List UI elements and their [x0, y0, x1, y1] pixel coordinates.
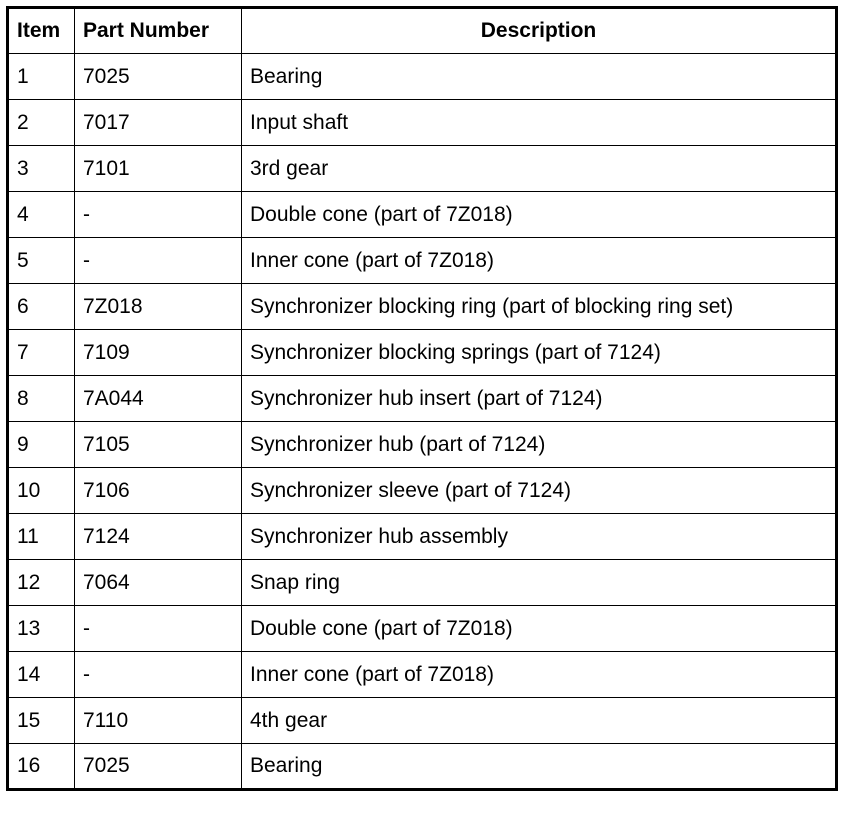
table-row — [8, 514, 837, 560]
description-cell: Inner cone (part of 7Z018) — [242, 652, 837, 698]
part-number-cell: 7017 — [75, 100, 242, 146]
item-cell: 13 — [8, 606, 75, 652]
item-cell: 16 — [8, 744, 75, 790]
item-cell: 5 — [8, 238, 75, 284]
item-cell: 10 — [8, 468, 75, 514]
description-cell: Double cone (part of 7Z018) — [242, 606, 837, 652]
header-part-number: Part Number — [75, 8, 242, 54]
item-cell: 7 — [8, 330, 75, 376]
description-cell: Synchronizer blocking ring (part of blocking ring set) — [242, 284, 837, 330]
header-row — [8, 8, 837, 54]
item-cell: 3 — [8, 146, 75, 192]
item-cell: 4 — [8, 192, 75, 238]
parts-table — [6, 6, 838, 791]
description-cell: Input shaft — [242, 100, 837, 146]
part-number-cell: - — [75, 192, 242, 238]
table-row — [8, 652, 837, 698]
table-row — [8, 284, 837, 330]
description-cell: Bearing — [242, 54, 837, 100]
table-row — [8, 100, 837, 146]
header-description: Description — [242, 8, 837, 54]
description-cell: Double cone (part of 7Z018) — [242, 192, 837, 238]
table-row — [8, 54, 837, 100]
table-row — [8, 330, 837, 376]
table-row — [8, 146, 837, 192]
part-number-cell: - — [75, 652, 242, 698]
table-row — [8, 606, 837, 652]
table-row — [8, 192, 837, 238]
part-number-cell: 7101 — [75, 146, 242, 192]
table-row — [8, 744, 837, 790]
description-cell: Synchronizer hub (part of 7124) — [242, 422, 837, 468]
table-body — [8, 54, 837, 790]
table-row — [8, 422, 837, 468]
item-cell: 1 — [8, 54, 75, 100]
part-number-cell: 7025 — [75, 744, 242, 790]
part-number-cell: 7110 — [75, 698, 242, 744]
description-cell: Synchronizer sleeve (part of 7124) — [242, 468, 837, 514]
description-cell: Inner cone (part of 7Z018) — [242, 238, 837, 284]
description-cell: 4th gear — [242, 698, 837, 744]
description-cell: Synchronizer blocking springs (part of 7124) — [242, 330, 837, 376]
item-cell: 6 — [8, 284, 75, 330]
table-row — [8, 376, 837, 422]
part-number-cell: - — [75, 238, 242, 284]
part-number-cell: 7025 — [75, 54, 242, 100]
item-cell: 2 — [8, 100, 75, 146]
part-number-cell: 7106 — [75, 468, 242, 514]
table-header — [8, 8, 837, 54]
header-item: Item — [8, 8, 75, 54]
part-number-cell: 7064 — [75, 560, 242, 606]
description-cell: 3rd gear — [242, 146, 837, 192]
item-cell: 15 — [8, 698, 75, 744]
item-cell: 9 — [8, 422, 75, 468]
table-row — [8, 238, 837, 284]
item-cell: 11 — [8, 514, 75, 560]
table-row — [8, 468, 837, 514]
item-cell: 8 — [8, 376, 75, 422]
part-number-cell: 7105 — [75, 422, 242, 468]
table-row — [8, 560, 837, 606]
description-cell: Synchronizer hub insert (part of 7124) — [242, 376, 837, 422]
description-cell: Bearing — [242, 744, 837, 790]
description-cell: Snap ring — [242, 560, 837, 606]
part-number-cell: 7124 — [75, 514, 242, 560]
part-number-cell: 7A044 — [75, 376, 242, 422]
description-cell: Synchronizer hub assembly — [242, 514, 837, 560]
part-number-cell: - — [75, 606, 242, 652]
part-number-cell: 7Z018 — [75, 284, 242, 330]
item-cell: 12 — [8, 560, 75, 606]
part-number-cell: 7109 — [75, 330, 242, 376]
table-row — [8, 698, 837, 744]
item-cell: 14 — [8, 652, 75, 698]
